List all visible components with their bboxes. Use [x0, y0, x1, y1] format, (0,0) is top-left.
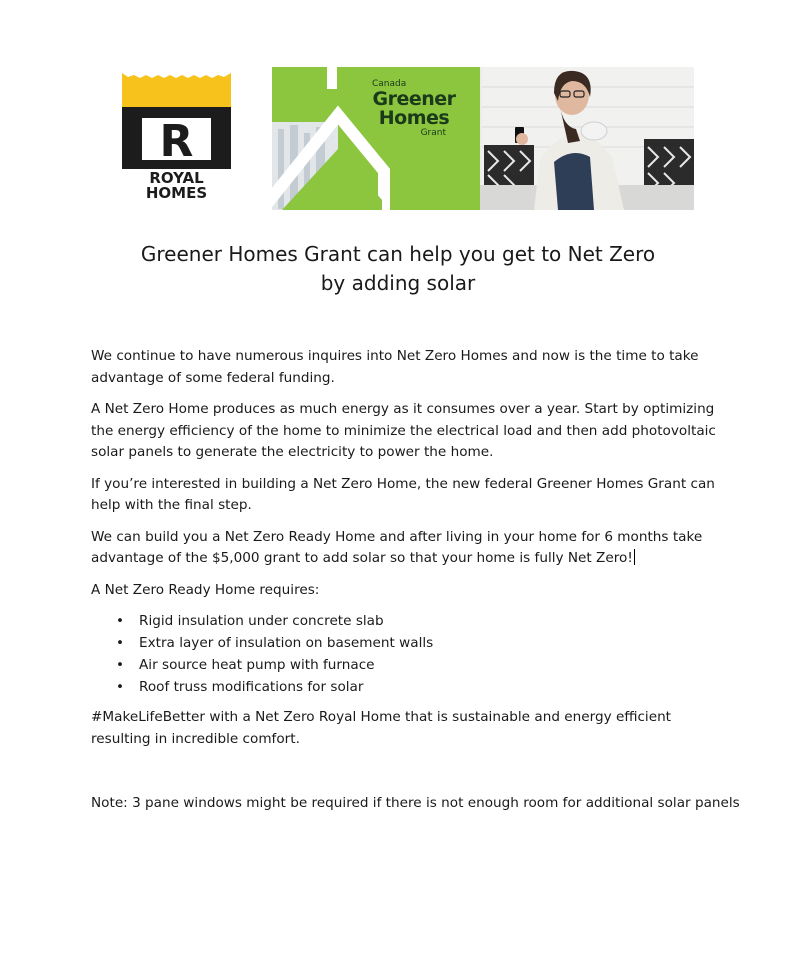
royal-homes-logo	[122, 73, 231, 200]
bullet-icon: •	[116, 613, 125, 629]
banner-word-greener: Greener	[372, 88, 456, 110]
greener-homes-banner	[272, 67, 694, 210]
paragraph-offer	[91, 527, 716, 570]
list-item	[91, 676, 716, 698]
paragraph-requires: A Net Zero Ready Home requires:	[91, 581, 320, 598]
paragraph-interest: If you’re interested in building a Net Zero Home, the new federal Greener Homes Grant can help with the final step.	[91, 475, 715, 513]
note-text: Note: 3 pane windows might be required if there is not enough room for additional solar panels	[91, 795, 740, 811]
paragraph-closing: #MakeLifeBetter with a Net Zero Royal Home that is sustainable and energy efficient resulting in incredible comfort.	[91, 709, 672, 747]
list-item	[91, 654, 716, 676]
list-item-text: Air source heat pump with furnace	[139, 657, 375, 673]
list-item-text: Rigid insulation under concrete slab	[139, 613, 384, 629]
title-line-2: by adding solar	[320, 271, 476, 295]
banner-title	[364, 80, 464, 138]
logo-line-homes: HOMES	[145, 184, 208, 200]
text-cursor	[634, 549, 635, 565]
list-item-text: Roof truss modifications for solar	[139, 679, 364, 695]
paragraph-definition: A Net Zero Home produces as much energy as it consumes over a year. Start by optimizing the energy efficiency of the home to minimize the electrical load and then add photovoltaic solar panels to generate the electricity to power the home.	[91, 401, 716, 460]
bullet-icon: •	[116, 657, 125, 673]
list-item	[91, 632, 716, 654]
bullet-icon: •	[116, 679, 125, 695]
banner-word-grant: Grant	[420, 128, 446, 138]
bullet-icon: •	[116, 635, 125, 651]
list-item	[91, 610, 716, 632]
document-body	[91, 346, 716, 760]
paragraph-intro: We continue to have numerous inquires into Net Zero Homes and now is the time to take advantage of some federal funding.	[91, 348, 699, 386]
banner-word-homes: Homes	[378, 107, 450, 129]
requirements-list	[91, 610, 716, 698]
page-title	[0, 240, 796, 298]
logo-monogram: R	[159, 116, 194, 167]
list-item-text: Extra layer of insulation on basement walls	[139, 635, 434, 651]
logo-line-royal: ROYAL	[149, 169, 204, 187]
title-line-1: Greener Homes Grant can help you get to Net Zero	[140, 242, 656, 266]
paragraph-offer-text: We can build you a Net Zero Ready Home and after living in your home for 6 months take advantage of the $5,000 grant to add solar so that your home is fully Net Zero!	[91, 528, 703, 566]
banner-country: Canada	[372, 79, 407, 89]
